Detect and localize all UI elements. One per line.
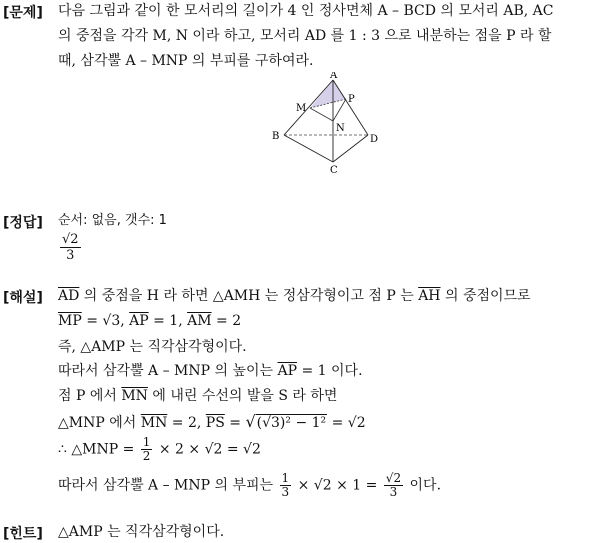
solution-text: △MNP 에서 (58, 415, 141, 431)
frac-den: 3 (389, 485, 398, 499)
solution-tag: [해설] (3, 290, 43, 306)
problem-line-2: 의 중점을 각각 M, N 이라 하고, 모서리 AD 를 1 : 3 으로 내분하는 점을 P 라 할 (58, 28, 552, 44)
solution-line-7 (58, 436, 261, 463)
solution-text: 따라서 삼각뿔 A – MNP 의 부피는 (58, 477, 278, 494)
edge-ab (284, 80, 333, 135)
seg-ap-2: $\overline{AP}$ (277, 363, 298, 379)
solution-text: = √2 (327, 415, 366, 431)
label-b: B (272, 131, 280, 142)
answer-tag: [정답] (3, 215, 43, 231)
solution-text: × √2 × 1 = (293, 477, 382, 494)
frac-den: 2 (142, 449, 151, 463)
label-c: C (330, 165, 338, 176)
answer-line-1: 순서: 없음, 갯수: 1 (58, 213, 167, 228)
label-d: D (370, 134, 379, 145)
solution-text: 의 중점이므로 (440, 288, 531, 304)
answer-fraction (58, 232, 83, 263)
seg-mn: $\overline{MN}$ (121, 388, 148, 404)
solution-text: 이다. (405, 477, 442, 494)
seg-am: $\overline{AM}$ (187, 313, 212, 329)
solution-text: 의 중점을 H 라 하면 △AMH 는 정삼각형이고 점 P 는 (79, 288, 419, 304)
frac-num: √2 (385, 471, 402, 485)
hint-text: △AMP 는 직각삼각형이다. (58, 524, 225, 540)
solution-text: = 1, (148, 313, 188, 329)
edge-mn (310, 108, 333, 121)
solution-text: = 2, (167, 415, 206, 431)
answer-frac-num: √2 (62, 232, 79, 247)
solution-line-6 (58, 413, 366, 432)
solution-text: 에 내린 수선의 발을 S 라 하면 (147, 388, 338, 404)
edge-bc (284, 135, 333, 162)
problem-line-1: 다음 그림과 같이 한 모서리의 길이가 4 인 정사면체 A – BCD 의 모서리 AB, AC (58, 3, 554, 19)
solution-text: = (224, 415, 246, 431)
answer-frac-den: 3 (66, 248, 75, 263)
solution-line-3: 즉, △AMP 는 직각삼각형이다. (58, 339, 247, 355)
radical-sign: √ (245, 412, 256, 431)
solution-text: ∴ △MNP = (58, 441, 139, 458)
label-p: P (348, 94, 355, 105)
hint-tag: [힌트] (3, 526, 43, 542)
seg-ap: $\overline{AP}$ (129, 313, 149, 329)
seg-ps: $\overline{PS}$ (205, 415, 225, 431)
frac-den: 3 (281, 485, 290, 499)
problem-tag: [문제] (3, 5, 43, 21)
frac-num: 1 (142, 435, 151, 449)
tetrahedron-figure (260, 72, 390, 176)
solution-text: 따라서 삼각뿔 A – MNP 의 높이는 (58, 363, 278, 379)
radicand: (√3)² − 1² (256, 415, 327, 431)
seg-ah: $\overline{AH}$ (418, 288, 441, 304)
solution-line-8 (58, 472, 441, 499)
solution-line-4 (58, 362, 363, 380)
solution-text: × 2 × √2 = √2 (154, 441, 261, 458)
solution-text: 점 P 에서 (58, 388, 122, 404)
seg-mp: $\overline{MP}$ (58, 313, 82, 329)
solution-text: = √3, (81, 313, 130, 329)
label-m: M (296, 103, 307, 114)
seg-ad: $\overline{AD}$ (58, 288, 80, 304)
problem-line-3: 때, 삼각뿔 A – MNP 의 부피를 구하여라. (58, 53, 314, 69)
label-a: A (330, 72, 338, 81)
frac-num: 1 (281, 471, 290, 485)
edge-cd (333, 135, 368, 162)
solution-line-5 (58, 387, 337, 405)
solution-line-2 (58, 312, 241, 330)
solution-line-1 (58, 287, 531, 305)
solution-text: = 1 이다. (297, 363, 363, 379)
label-n: N (336, 123, 345, 134)
solution-text: = 2 (211, 313, 242, 329)
edge-np (333, 99, 346, 121)
seg-mn-2: $\overline{MN}$ (140, 415, 168, 431)
